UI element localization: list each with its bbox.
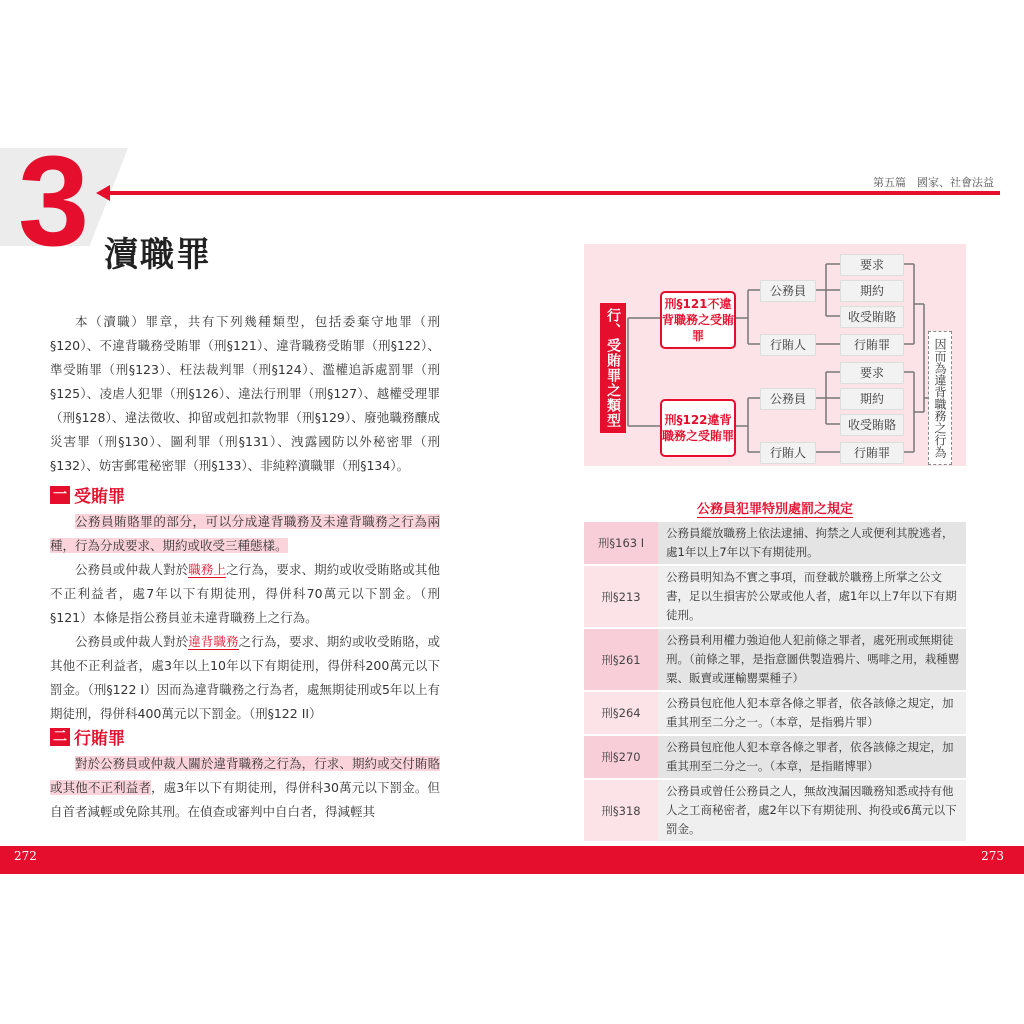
section-title: 行賄罪 bbox=[74, 729, 125, 749]
rule-text-cell: 公務員或曾任公務員之人，無故洩漏因職務知悉或持有他人之工商秘密者，處2年以下有期徒刑、拘役或6萬元以下罰金。 bbox=[658, 779, 966, 842]
section-heading-offering-bribe bbox=[50, 724, 125, 749]
result-box: 因而為違背職務之行為 bbox=[928, 331, 952, 465]
paragraph bbox=[50, 510, 440, 558]
crime-box-121: 刑§121不違背職務之受賄罪 bbox=[660, 291, 736, 349]
table-row bbox=[584, 628, 966, 691]
table-title bbox=[584, 498, 966, 517]
paragraph bbox=[50, 630, 440, 726]
table-row bbox=[584, 565, 966, 628]
article-cell: 刑§163 I bbox=[584, 522, 658, 565]
section-heading-bribery bbox=[50, 482, 125, 507]
node-briber: 行賄人 bbox=[760, 334, 816, 356]
text-span: 公務員或仲裁人對於 bbox=[75, 634, 189, 649]
table-row bbox=[584, 522, 966, 565]
section-body-bribery bbox=[50, 510, 440, 726]
page-number-right: 273 bbox=[981, 849, 1004, 863]
node-demand: 要求 bbox=[840, 254, 904, 276]
table-title-text: 公務員犯罪特別處罰之規定 bbox=[696, 502, 853, 517]
text-span: 之行為，要求、期約或收受賄賂，或其他不正利益者，處3年以上10年以下有期徒刑，得併科200萬元以下罰金。（刑§122 I）因而為違背職務之行為者，處無期徒刑或5年以上有期徒刑，得併科400萬元以下罰金。（刑§122 II） bbox=[50, 634, 440, 721]
table-row bbox=[584, 779, 966, 842]
paragraph bbox=[50, 558, 440, 630]
penalty-table-body bbox=[584, 522, 966, 842]
intro-text: 本（瀆職）罪章，共有下列幾種類型，包括委棄守地罪（刑§120）、不違背職務受賄罪（刑§121）、違背職務受賄罪（刑§122）、準受賄罪（刑§123）、枉法裁判罪（刑§124）、濫權追訴處罰罪（刑§125）、凌虐人犯罪（刑§126）、違法行刑罪（刑§127）、越權受理罪（刑§128）、違法徵收、抑留或剋扣款物罪（刑§129）、廢弛職務釀成災害罪（刑§130）、圖利罪（刑§131）、洩露國防以外秘密罪（刑§132）、妨害郵電秘密罪（刑§133）、非純粹瀆職罪（刑§134）。 bbox=[50, 314, 440, 473]
rule-text-cell: 公務員縱放職務上依法逮捕、拘禁之人或便利其脫逃者，處1年以上7年以下有期徒刑。 bbox=[658, 522, 966, 565]
section-number: 一 bbox=[50, 486, 70, 504]
highlight-text: 公務員賄賂罪的部分，可以分成違背職務及未違背職務之行為兩種，行為分成要求、期約或收受三種態樣。 bbox=[50, 514, 440, 553]
rule-text-cell: 公務員明知為不實之事項，而登載於職務上所掌之公文書，足以生損害於公眾或他人者，處1年以上7年以下有期徒刑。 bbox=[658, 565, 966, 628]
emphasis-text: 違背職務 bbox=[188, 634, 239, 649]
node-demand: 要求 bbox=[840, 362, 904, 384]
section-title: 受賄罪 bbox=[74, 487, 125, 507]
node-briber: 行賄人 bbox=[760, 442, 816, 464]
node-agree: 期約 bbox=[840, 388, 904, 410]
header-rule bbox=[104, 191, 1000, 195]
node-accept: 收受賄賂 bbox=[840, 306, 904, 328]
text-span: ，處3年以下有期徒刑，得併科30萬元以下罰金。但自首者減輕或免除其刑。在偵查或審判中自白者，得減輕其 bbox=[50, 780, 440, 819]
table-row bbox=[584, 691, 966, 735]
article-cell: 刑§318 bbox=[584, 779, 658, 842]
emphasis-text: 職務上 bbox=[188, 562, 227, 577]
chapter-title: 瀆職罪 bbox=[104, 235, 212, 275]
node-official: 公務員 bbox=[760, 388, 816, 410]
node-official: 公務員 bbox=[760, 280, 816, 302]
section-body-offering-bribe bbox=[50, 752, 440, 824]
node-bribing: 行賄罪 bbox=[840, 334, 904, 356]
rule-text-cell: 公務員包庇他人犯本章各條之罪者，依各該條之規定，加重其刑至二分之一。（本章，是指賭博罪） bbox=[658, 735, 966, 779]
chapter-number: 3 bbox=[18, 130, 88, 273]
node-accept: 收受賄賂 bbox=[840, 414, 904, 436]
running-header: 第五篇 國家、社會法益 bbox=[873, 176, 994, 189]
intro-paragraph bbox=[50, 310, 440, 478]
paragraph bbox=[50, 752, 440, 824]
article-cell: 刑§270 bbox=[584, 735, 658, 779]
article-cell: 刑§261 bbox=[584, 628, 658, 691]
highlight-text: 對於公務員或仲裁人關於違背職務之行為，行求、期約或交付賄賂或其他不正利益者 bbox=[50, 756, 440, 795]
penalty-table bbox=[584, 522, 966, 843]
article-cell: 刑§213 bbox=[584, 565, 658, 628]
article-cell: 刑§264 bbox=[584, 691, 658, 735]
text-span: 公務員或仲裁人對於 bbox=[75, 562, 189, 577]
node-bribing: 行賄罪 bbox=[840, 442, 904, 464]
section-number: 二 bbox=[50, 728, 70, 746]
crime-box-122: 刑§122違背職務之受賄罪 bbox=[660, 399, 736, 457]
rule-text-cell: 公務員利用權力強迫他人犯前條之罪者，處死刑或無期徒刑。（前條之罪，是指意圖供製造鴉片、嗎啡之用，栽種罌粟、販賣或運輸罌粟種子） bbox=[658, 628, 966, 691]
rule-text-cell: 公務員包庇他人犯本章各條之罪者，依各該條之規定，加重其刑至二分之一。（本章，是指鴉片罪） bbox=[658, 691, 966, 735]
footer-bar bbox=[0, 846, 1024, 874]
diagram-side-label: 行、受賄罪之類型 bbox=[600, 303, 626, 433]
text-span: 之行為，要求、期約或收受賄賂或其他不正利益者，處7年以下有期徒刑，得併科70萬元以下罰金。（刑§121）本條是指公務員並未違背職務上之行為。 bbox=[50, 562, 440, 625]
node-agree: 期約 bbox=[840, 280, 904, 302]
page-number-left: 272 bbox=[14, 849, 37, 863]
table-row bbox=[584, 735, 966, 779]
